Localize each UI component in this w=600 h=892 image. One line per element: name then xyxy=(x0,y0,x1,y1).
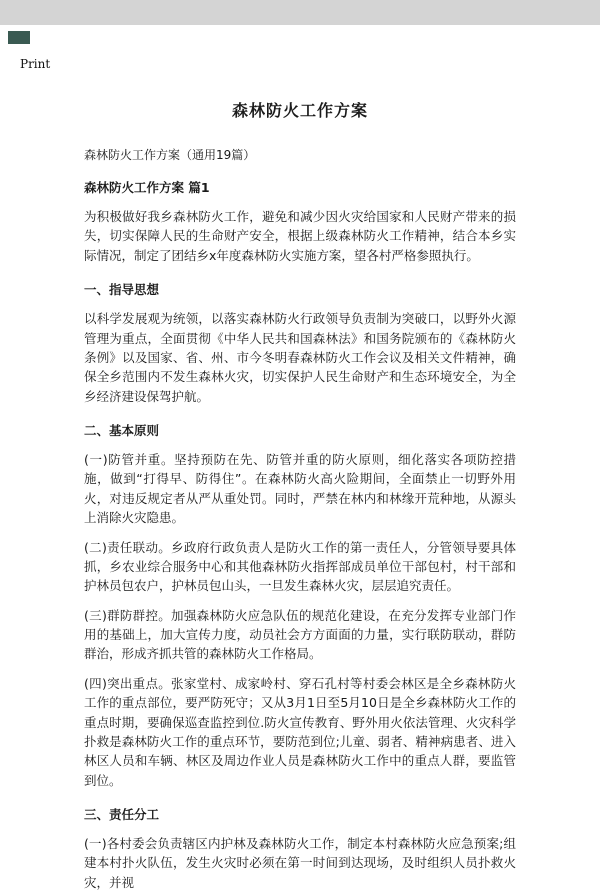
paragraph: (二)责任联动。乡政府行政负责人是防火工作的第一责任人，分管领导要具体抓，乡农业综合服务中心和其他森林防火指挥部成员单位干部包村，村干部和护林员包农户，护林员包山头，一旦发生森林火灾，层层追究责任。 xyxy=(84,539,516,594)
paragraph: (四)突出重点。张家堂村、成家岭村、穿石孔村等村委会林区是全乡森林防火工作的重点部位，要严防死守；又从3月1日至5月10日是全乡森林防火工作的重点时期，要确保巡查监控到位.防火宣传教育、野外用火依法管理、火灾科学扑救是森林防火工作的重点环节，要防范到位;儿童、弱者、精神病患者、进入林区人员和车辆、林区及周边作业人员是森林防火工作中的重点人群，要监管到位。 xyxy=(84,675,516,788)
section-heading: 二、基本原则 xyxy=(84,423,160,438)
section-heading: 三、责任分工 xyxy=(84,807,160,822)
section-heading: 一、指导思想 xyxy=(84,282,160,298)
document-page xyxy=(0,25,600,892)
print-button-icon[interactable] xyxy=(8,31,30,44)
top-gray-strip xyxy=(0,0,600,25)
document-body xyxy=(84,178,516,892)
paragraph: (一)各村委会负责辖区内护林及森林防火工作，制定本村森林防火应急预案;组建本村扑火队伍，发生火灾时必须在第一时间到达现场，及时组织人员扑救火灾，并视 xyxy=(84,836,516,890)
paragraph: (三)群防群控。加强森林防火应急队伍的规范化建设，在充分发挥专业部门作用的基础上，加大宣传力度，动员社会方方面面的力量，实行联防联动，群防群治，形成齐抓共管的森林防火工作格局。 xyxy=(84,607,516,662)
paragraph: (一)防管并重。坚持预防在先、防管并重的防火原则，细化落实各项防控措施，做到“打得早、防得住”。在森林防火高火险期间，全面禁止一切野外用火，对违反规定者从严从重处罚。同时，严禁在林内和林缘开荒种地，从源头上消除火灾隐患。 xyxy=(84,452,516,526)
document-subtitle: 森林防火工作方案（通用19篇） xyxy=(84,148,256,162)
paragraph: 以科学发展观为统领，以落实森林防火行政领导负责制为突破口，以野外火源管理为重点，全面贯彻《中华人民共和国森林法》和国务院颁布的《森林防火条例》以及国家、省、州、市今冬明春森林防火工作会议及相关文件精神，确保全乡范围内不发生森林火灾，切实保护人民生命财产和生态环境安全，为全乡经济建设保驾护航。 xyxy=(84,311,516,404)
document-title: 森林防火工作方案 xyxy=(231,101,368,120)
section-heading: 森林防火工作方案 篇1 xyxy=(84,180,210,195)
print-label[interactable]: Print xyxy=(20,57,51,71)
paragraph: 为积极做好我乡森林防火工作，避免和减少因火灾给国家和人民财产带来的损失，切实保障人民的生命财产安全，根据上级森林防火工作精神，结合本乡实际情况，制定了团结乡x年度森林防火实施方案，望各村严格参照执行。 xyxy=(84,209,516,263)
